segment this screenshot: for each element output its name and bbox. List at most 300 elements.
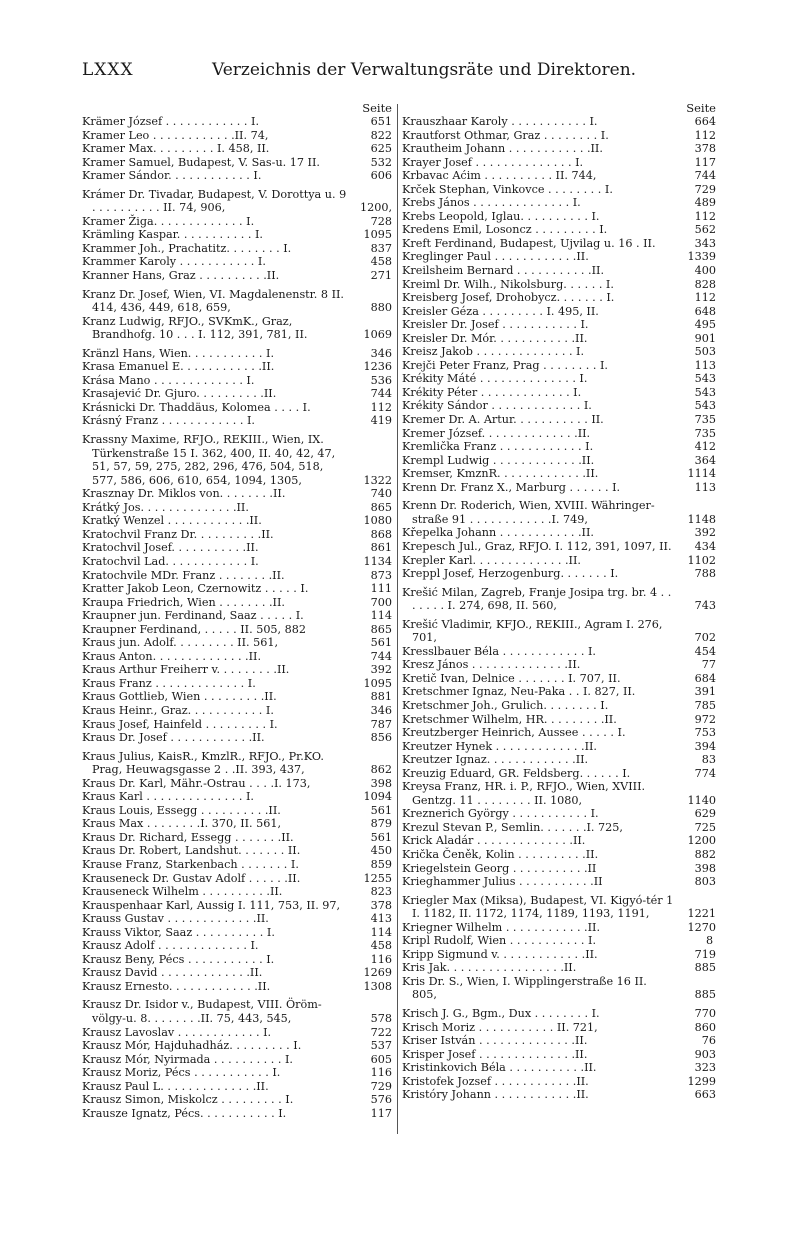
entry-name: Krausz Lavoslav . . . . . . . . . . . . I.	[82, 1025, 272, 1039]
entry-page: 378	[694, 142, 716, 156]
entry-page: 1221	[687, 907, 716, 921]
entry-name: Kreisberg Josef, Drohobycz. . . . . . . I.	[402, 291, 615, 305]
index-entry	[402, 345, 716, 359]
entry-page: 651	[370, 115, 392, 128]
index-entry	[402, 372, 716, 386]
entry-page: 1255	[363, 871, 392, 885]
entry-name: Krausz Mór, Hajduhadház. . . . . . . . . I.	[82, 1039, 302, 1053]
entry-name: Kraus Dr. Robert, Landshut. . . . . . . II.	[82, 844, 301, 858]
entry-page: 561	[370, 636, 392, 650]
page-header	[82, 60, 718, 84]
entry-page: 862	[370, 763, 392, 777]
entry-name: Kriser István . . . . . . . . . . . . . .II.	[402, 1034, 588, 1048]
entry-name: Kraus Karl . . . . . . . . . . . . . . I.	[82, 790, 254, 804]
index-entry	[402, 454, 716, 468]
entry-page: 392	[370, 663, 392, 677]
page-title: Verzeichnis der Verwaltungsräte und Direktoren.	[212, 60, 637, 80]
entry-page: 578	[370, 1012, 392, 1025]
entry-list	[402, 115, 716, 1102]
entry-page: 885	[694, 988, 716, 1002]
entry-name: Kraupner Ferdinand, . . . . . II. 505, 882	[82, 622, 307, 636]
index-entry	[82, 1093, 392, 1107]
index-entry	[82, 690, 392, 704]
entry-name: Kreznerich György . . . . . . . . . . . I.	[402, 807, 599, 821]
entry-name: Krausz David . . . . . . . . . . . . .II.	[82, 966, 263, 980]
index-entry	[82, 980, 392, 994]
entry-page: 1236	[363, 360, 392, 374]
index-entry	[82, 912, 392, 926]
entry-name: Krisch Moriz . . . . . . . . . . . II. 721,	[402, 1020, 598, 1034]
index-entry	[82, 555, 392, 569]
entry-name: Krešić Vladimir, KFJO., REKIII., Agram I. 276, 701,	[402, 617, 663, 645]
entry-name: Krékity Sándor . . . . . . . . . . . . . I.	[402, 399, 592, 413]
entry-page: 83	[701, 753, 716, 767]
entry-page: 625	[370, 142, 392, 156]
index-entry	[402, 526, 716, 540]
entry-page: 112	[694, 291, 716, 305]
entry-name: Kreisler Dr. Josef . . . . . . . . . . . I.	[402, 318, 589, 332]
entry-page: 740	[370, 487, 392, 501]
entry-name: Kreiml Dr. Wilh., Nikolsburg. . . . . . I.	[402, 277, 614, 291]
entry-page: 77	[701, 658, 716, 672]
index-entry	[82, 663, 392, 677]
entry-page: 419	[370, 414, 392, 428]
entry-page: 860	[694, 1020, 716, 1034]
entry-page: 880	[370, 301, 392, 315]
entry-page: 743	[694, 599, 716, 613]
entry-name: Kratochvil Lad. . . . . . . . . . . . I.	[82, 554, 259, 568]
index-entry	[82, 387, 392, 401]
entry-name: Kris Jak. . . . . . . . . . . . . . . . .II.	[402, 961, 577, 975]
entry-page: 1308	[363, 979, 392, 993]
entry-name: Kristofek Jozsef . . . . . . . . . . . .II.	[402, 1074, 589, 1088]
entry-page: 112	[694, 209, 716, 223]
seite-label: Seite	[362, 101, 392, 115]
entry-name: Krasa Emanuel E. . . . . . . . . . . .II.	[82, 360, 275, 374]
index-entry	[82, 541, 392, 555]
entry-page: 719	[694, 947, 716, 961]
index-entry	[82, 528, 392, 542]
entry-name: Krausz Simon, Miskolcz . . . . . . . . . I.	[82, 1093, 294, 1107]
index-entry	[402, 318, 716, 332]
index-entry	[82, 1026, 392, 1040]
entry-page: 117	[694, 155, 716, 169]
index-entry: Kripl Rudolf, Wien . . . . . . . . . . . I. 8	[402, 934, 714, 948]
entry-name: Kratochvil Josef. . . . . . . . . . .II.	[82, 541, 259, 555]
entry-name: Krepesch Jul., Graz, RFJO. I. 112, 391, 1097, II.	[402, 539, 672, 553]
entry-name: Kresslbauer Béla . . . . . . . . . . . . I.	[402, 644, 596, 658]
entry-page: 111	[370, 582, 392, 596]
entry-page: 1134	[363, 554, 392, 568]
entry-page: 543	[694, 399, 716, 413]
entry-page: 605	[370, 1052, 392, 1066]
entry-page: 1140	[687, 793, 716, 807]
entry-name: Krick Aladár . . . . . . . . . . . . . .II.	[402, 834, 586, 848]
entry-name: Krayer Josef . . . . . . . . . . . . . . I.	[402, 155, 584, 169]
index-entry	[82, 1066, 392, 1080]
index-entry	[402, 291, 716, 305]
entry-page: 744	[694, 169, 716, 183]
index-entry	[82, 188, 392, 215]
entry-page: 1270	[687, 920, 716, 934]
index-entry	[402, 210, 716, 224]
index-entry	[402, 894, 716, 921]
entry-name: Kreutzer Hynek . . . . . . . . . . . . .II.	[402, 739, 597, 753]
entry-page: 343	[694, 236, 716, 250]
index-entry	[82, 433, 392, 487]
entry-name: Kreisler Géza . . . . . . . . . I. 495, II.	[402, 304, 599, 318]
index-entry	[82, 401, 392, 415]
entry-name: Kratochvil Franz Dr. . . . . . . . . .II.	[82, 527, 274, 541]
index-entry	[402, 386, 716, 400]
index-entry	[402, 237, 716, 251]
index-entry	[82, 899, 392, 913]
index-entry	[82, 636, 392, 650]
index-entry	[82, 750, 392, 777]
entry-name: Kraus Dr. Josef . . . . . . . . . . . .II.	[82, 731, 265, 745]
index-entry	[402, 115, 716, 129]
entry-page: 865	[370, 500, 392, 514]
entry-page: 788	[694, 567, 716, 581]
index-entry	[402, 142, 716, 156]
entry-name: Kraus Franz . . . . . . . . . . . . . I.	[82, 676, 256, 690]
entry-page: 803	[694, 875, 716, 889]
index-entry	[82, 501, 392, 515]
entry-name: Kratter Jakob Leon, Czernowitz . . . . . I.	[82, 582, 309, 596]
index-entry	[82, 731, 392, 745]
entry-page: 882	[694, 847, 716, 861]
entry-name: Krepler Karl. . . . . . . . . . . . . .II.	[402, 553, 581, 567]
entry-name: Kremer Dr. A. Artur. . . . . . . . . . . II.	[402, 413, 604, 427]
index-entry	[402, 223, 716, 237]
entry-page: 753	[694, 726, 716, 740]
index-entry	[82, 169, 392, 183]
entry-page: 543	[694, 372, 716, 386]
entry-name: Kramer Max. . . . . . . . . I. 458, II.	[82, 142, 270, 156]
entry-name: Kranz Ludwig, RFJO., SVKmK., Graz, Brandhofg. 10 . . . I. 112, 391, 781, II.	[82, 314, 308, 342]
entry-page: 346	[370, 703, 392, 717]
index-entry	[402, 1088, 716, 1102]
entry-name: Krbavac Aćim . . . . . . . . . . II. 744,	[402, 169, 597, 183]
index-entry	[402, 467, 716, 481]
index-entry	[402, 862, 716, 876]
entry-page: 729	[694, 182, 716, 196]
index-entry	[82, 966, 392, 980]
entry-name: Krešić Milan, Zagreb, Franje Josipa trg. br. 4 . . . . . . . I. 274, 698, II. 560,	[402, 585, 672, 613]
index-entry	[82, 156, 392, 170]
index-entry	[82, 414, 392, 428]
entry-page: 1114	[687, 467, 716, 481]
entry-name: Krenn Dr. Franz X., Marburg . . . . . . I.	[402, 480, 621, 494]
entry-page: 972	[694, 712, 716, 726]
entry-page: 700	[370, 595, 392, 609]
entry-page: 873	[370, 568, 392, 582]
index-entry	[82, 228, 392, 242]
entry-page: 629	[694, 807, 716, 821]
entry-page: 116	[370, 952, 392, 966]
index-entry	[402, 129, 716, 143]
entry-page: 879	[370, 817, 392, 831]
entry-page: 112	[694, 128, 716, 142]
index-entry	[402, 740, 716, 754]
entry-page: 562	[694, 223, 716, 237]
entry-name: Kriegler Max (Miksa), Budapest, VI. Kigyó-tér 1 I. 1182, II. 1172, 1174, 1189, 1193, 1191,	[402, 893, 674, 921]
index-entry	[82, 569, 392, 583]
entry-name: Kreutzer Ignaz. . . . . . . . . . . . .II.	[402, 753, 589, 767]
entry-name: Kraus Max . . . . . . . .I. 370, II. 561,	[82, 817, 282, 831]
left-column	[82, 101, 392, 1120]
index-entry	[82, 623, 392, 637]
entry-page: 744	[370, 649, 392, 663]
index-entry	[402, 278, 716, 292]
entry-name: Krékity Péter . . . . . . . . . . . . . I.	[402, 385, 582, 399]
entry-name: Krause Franz, Starkenbach . . . . . . . I.	[82, 857, 299, 871]
entry-page: 1095	[363, 676, 392, 690]
index-entry	[402, 427, 716, 441]
index-entry	[402, 567, 716, 581]
entry-name: Krasznay Dr. Miklos von. . . . . . . .II.	[82, 487, 286, 501]
entry-page: 837	[370, 241, 392, 255]
entry-name: Krausz Ernesto. . . . . . . . . . . . .II.	[82, 979, 271, 993]
entry-name: Kristóry Johann . . . . . . . . . . . .II.	[402, 1088, 589, 1102]
entry-name: Krempl Ludwig . . . . . . . . . . . . .II.	[402, 453, 595, 467]
entry-name: Kreuzig Eduard, GR. Feldsberg. . . . . . I.	[402, 766, 631, 780]
entry-name: Kretschmer Joh., Grulich. . . . . . . . I.	[402, 698, 609, 712]
entry-name: Krátký Jos. . . . . . . . . . . . . .II.	[82, 500, 249, 514]
index-entry	[402, 1021, 716, 1035]
index-entry	[82, 269, 392, 283]
index-entry	[402, 753, 716, 767]
entry-name: Krausz Beny, Pécs . . . . . . . . . . . I.	[82, 952, 275, 966]
index-entry	[402, 264, 716, 278]
index-entry	[402, 169, 716, 183]
entry-page: 1299	[687, 1074, 716, 1088]
entry-page: 1269	[363, 966, 392, 980]
entry-page: 903	[694, 1047, 716, 1061]
entry-name: Kraus Gottlieb, Wien . . . . . . . . .II.	[82, 690, 277, 704]
right-column	[402, 101, 716, 1102]
entry-name: Kraus jun. Adolf. . . . . . . . . II. 561,	[82, 636, 279, 650]
index-entry	[82, 142, 392, 156]
index-entry	[402, 685, 716, 699]
entry-name: Krassny Maxime, RFJO., REKIII., Wien, IX. Türkenstraße 15 I. 362, 400, II. 40, 42, 47, 51, 57, 59, 275, 282, 296, 476, 504, 518, 577, 586, 606, 610, 654, 1094, 1305,	[82, 433, 336, 487]
entry-page: 454	[694, 644, 716, 658]
entry-list	[82, 115, 392, 1120]
entry-name: Kratochvile MDr. Franz . . . . . . . .II.	[82, 568, 285, 582]
index-entry	[402, 305, 716, 319]
index-entry	[82, 487, 392, 501]
index-entry	[82, 677, 392, 691]
entry-page: 785	[694, 698, 716, 712]
entry-name: Kretschmer Wilhelm, HR. . . . . . . . .II.	[402, 712, 617, 726]
entry-page: 391	[694, 685, 716, 699]
entry-page: 865	[370, 622, 392, 636]
entry-page: 561	[370, 830, 392, 844]
page-number: LXXX	[82, 60, 134, 80]
entry-page: 729	[370, 1079, 392, 1093]
entry-name: Kreglinger Paul . . . . . . . . . . . .II.	[402, 250, 589, 264]
index-entry	[402, 332, 716, 346]
index-entry	[402, 1061, 716, 1075]
index-entry	[402, 767, 716, 781]
index-entry	[82, 582, 392, 596]
entry-name: Krauspenhaar Karl, Aussig I. 111, 753, II. 97,	[82, 898, 341, 912]
entry-name: Kristinkovich Béla . . . . . . . . . . .II.	[402, 1061, 597, 1075]
entry-name: Krauseneck Wilhelm . . . . . . . . . .II.	[82, 885, 283, 899]
entry-name: Kreft Ferdinand, Budapest, Ujvilag u. 16 . II.	[402, 236, 656, 250]
index-entry	[402, 540, 716, 554]
entry-page: 450	[370, 844, 392, 858]
entry-page: 684	[694, 671, 716, 685]
index-entry	[402, 658, 716, 672]
entry-name: Krammer Joh., Prachatitz. . . . . . . . I.	[82, 241, 292, 255]
index-entry	[82, 858, 392, 872]
index-entry	[402, 726, 716, 740]
entry-page: 489	[694, 196, 716, 210]
index-entry	[402, 921, 716, 935]
entry-page: 495	[694, 318, 716, 332]
entry-page: 648	[694, 304, 716, 318]
entry-page: 606	[370, 169, 392, 183]
entry-page: 722	[370, 1025, 392, 1039]
entry-page: 663	[694, 1088, 716, 1102]
entry-name: Kreisler Dr. Mór. . . . . . . . . . . .II.	[402, 331, 588, 345]
entry-page: 398	[370, 776, 392, 790]
index-entry	[402, 961, 716, 975]
entry-page: 532	[370, 155, 392, 169]
index-entry	[82, 596, 392, 610]
index-entry	[82, 609, 392, 623]
entry-name: Kränzl Hans, Wien. . . . . . . . . . . I.	[82, 346, 275, 360]
entry-page: 725	[694, 820, 716, 834]
entry-name: Kremlička Franz . . . . . . . . . . . . I.	[402, 440, 594, 454]
index-entry	[82, 1080, 392, 1094]
index-entry	[82, 953, 392, 967]
index-entry	[402, 821, 716, 835]
index-entry	[402, 848, 716, 862]
entry-name: Krammer Karoly . . . . . . . . . . . I.	[82, 255, 266, 269]
index-entry	[402, 183, 716, 197]
entry-name: Krisch J. G., Bgm., Dux . . . . . . . . I.	[402, 1007, 600, 1020]
entry-name: Krausz Adolf . . . . . . . . . . . . . I.	[82, 939, 259, 953]
entry-page: 664	[694, 115, 716, 128]
entry-page: 543	[694, 385, 716, 399]
entry-name: Kremser, KmznR. . . . . . . . . . . . .II.	[402, 467, 599, 481]
entry-name: Krička Čeněk, Kolin . . . . . . . . . .II.	[402, 847, 599, 861]
index-entry	[82, 804, 392, 818]
index-entry	[82, 718, 392, 732]
entry-name: Kraus Dr. Karl, Mähr.-Ostrau . . . .I. 173,	[82, 776, 311, 790]
entry-name: Krauseneck Dr. Gustav Adolf . . . . . .II.	[82, 871, 301, 885]
index-entry	[82, 704, 392, 718]
index-entry	[402, 875, 716, 889]
entry-page: 113	[694, 358, 716, 372]
entry-name: Kramer Žiga. . . . . . . . . . . . . I.	[82, 214, 255, 228]
index-entry	[82, 885, 392, 899]
index-entry	[402, 413, 716, 427]
entry-page: 458	[370, 255, 392, 269]
index-entry	[82, 347, 392, 361]
entry-name: Kranz Dr. Josef, Wien, VI. Magdalenenstr. 8 II. 414, 436, 449, 618, 659,	[82, 287, 344, 315]
entry-page: 1200	[687, 834, 716, 848]
entry-name: Kriegelstein Georg . . . . . . . . . . .II	[402, 861, 597, 875]
seite-label: Seite	[686, 101, 716, 115]
entry-name: Krämling Kaspar. . . . . . . . . . . I.	[82, 228, 263, 242]
entry-name: Kreutzberger Heinrich, Aussee . . . . . I.	[402, 726, 626, 740]
index-entry	[402, 440, 716, 454]
entry-name: Krausz Mór, Nyirmada . . . . . . . . . . I.	[82, 1052, 293, 1066]
entry-name: Krisper Josef . . . . . . . . . . . . . .II.	[402, 1047, 588, 1061]
entry-name: Krieghammer Julius . . . . . . . . . . .II	[402, 875, 603, 889]
index-entry	[402, 156, 716, 170]
entry-page: 561	[370, 803, 392, 817]
index-entry	[82, 650, 392, 664]
entry-page: 378	[370, 898, 392, 912]
entry-page: 856	[370, 731, 392, 745]
index-entry	[82, 817, 392, 831]
entry-name: Krásnicki Dr. Thaddäus, Kolomea . . . . I.	[82, 400, 311, 414]
entry-name: Krejči Peter Franz, Prag . . . . . . . . I.	[402, 358, 608, 372]
entry-name: Kraupa Friedrich, Wien . . . . . . . .II.	[82, 595, 285, 609]
entry-name: Krausze Ignatz, Pécs. . . . . . . . . . . I.	[82, 1106, 287, 1120]
index-entry	[402, 250, 716, 264]
entry-page: 728	[370, 214, 392, 228]
entry-page: 1094	[363, 790, 392, 804]
entry-name: Kraus Julius, KaisR., KmzlR., RFJO., Pr.KO. Prag, Heuwagsgasse 2 . .II. 393, 437,	[82, 749, 324, 777]
index-entry	[82, 514, 392, 528]
entry-page: 116	[370, 1066, 392, 1080]
entry-page: 458	[370, 939, 392, 953]
entry-page: 1069	[363, 328, 392, 342]
index-entry	[402, 499, 716, 526]
index-entry	[402, 586, 716, 613]
entry-name: Kreppl Josef, Herzogenburg. . . . . . . I.	[402, 567, 619, 581]
column-divider	[397, 104, 398, 1134]
entry-page: 1322	[363, 473, 392, 487]
index-entry	[402, 834, 716, 848]
entry-page: 392	[694, 526, 716, 540]
entry-page: 323	[694, 1061, 716, 1075]
entry-page: 744	[370, 387, 392, 401]
entry-name: Kraus Josef, Hainfeld . . . . . . . . . I.	[82, 717, 278, 731]
entry-name: Krauss Gustav . . . . . . . . . . . . .II.	[82, 912, 269, 926]
index-entry	[82, 844, 392, 858]
entry-name: Kraus Dr. Richard, Essegg . . . . . . .II.	[82, 830, 294, 844]
entry-page: 503	[694, 345, 716, 359]
index-entry	[82, 360, 392, 374]
index-entry	[402, 618, 716, 645]
entry-page: 537	[370, 1039, 392, 1053]
index-entry	[82, 215, 392, 229]
index-entry	[82, 939, 392, 953]
index-entry	[402, 780, 716, 807]
entry-name: Krékity Máté . . . . . . . . . . . . . . I.	[402, 372, 588, 386]
entry-name: Kripl Rudolf, Wien . . . . . . . . . . . I.	[402, 934, 597, 948]
entry-name: Krček Stephan, Vinkovce . . . . . . . . I.	[402, 182, 613, 196]
entry-name: Krebs János . . . . . . . . . . . . . . I.	[402, 196, 581, 210]
entry-page: 1102	[687, 553, 716, 567]
entry-page: 413	[370, 912, 392, 926]
entry-page: 576	[370, 1093, 392, 1107]
entry-name: Krása Mano . . . . . . . . . . . . . I.	[82, 373, 255, 387]
entry-name: Kremer József. . . . . . . . . . . . . .II.	[402, 426, 591, 440]
entry-page: 901	[694, 331, 716, 345]
entry-name: Krauszhaar Karoly . . . . . . . . . . . I.	[402, 115, 598, 128]
entry-page: 271	[370, 269, 392, 283]
entry-page: 702	[694, 631, 716, 645]
entry-name: Krebs Leopold, Iglau. . . . . . . . . . I.	[402, 209, 600, 223]
index-entry	[402, 1034, 716, 1048]
